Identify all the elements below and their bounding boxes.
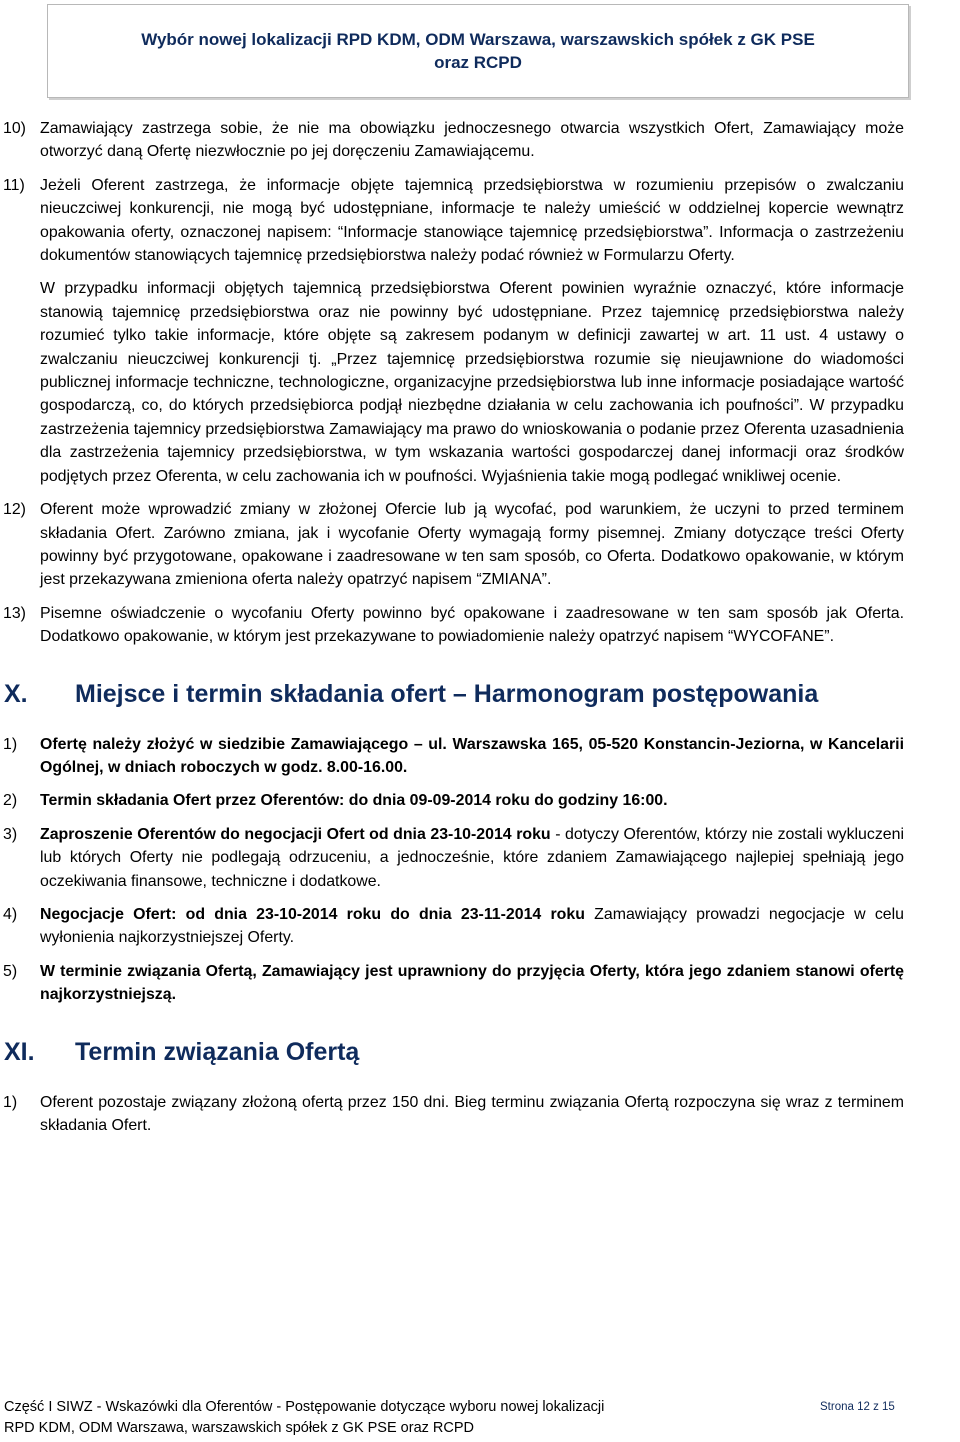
item-number: 12) (3, 501, 26, 519)
footer-line1: Część I SIWZ - Wskazówki dla Oferentów - Postępowanie dotyczące wyboru nowej lokalizacji (4, 1399, 605, 1415)
section-heading-xi (0, 1037, 904, 1067)
list-item (0, 174, 904, 268)
list-item (0, 498, 904, 592)
section-title: Termin związania Ofertą (75, 1037, 360, 1066)
item-bold-text: Negocjacje Ofert: od dnia 23-10-2014 roku do dnia 23-11-2014 roku (40, 905, 585, 923)
item-text: Oferent może wprowadzić zmiany w złożonej Ofercie lub ją wycofać, pod warunkiem, że uczyni to przed terminem składania Ofert. Zarówno zmiana, jak i wycofanie Oferty wymagają formy pisemnej. Zmiany dotyczące treści Oferty powinny być przygotowane, opakowane i zaadresowane w ten sam sposób, co Oferta. Dodatkowo opakowanie, w którym jest przekazywana zmieniona oferta należy opatrzyć napisem “ZMIANA”. (40, 501, 904, 589)
item-text: Jeżeli Oferent zastrzega, że informacje objęte tajemnicą przedsiębiorstwa w rozumieniu przepisów o zwalczaniu nieuczciwej konkurencji, nie mogą być udostępniane, informacje te należy umieścić w oddzielnej kopercie wewnątrz opakowania oferty, oznaczonej napisem: “Informacje stanowiące tajemnicę przedsiębiorstwa”. Informacja o zastrzeżeniu dokumentów stanowiących tajemnicę przedsiębiorstwa należy podać również w Formularzu Oferty. (40, 176, 904, 265)
list-item (0, 823, 904, 893)
item-number: 10) (3, 120, 26, 137)
item-number: 2) (3, 792, 18, 810)
paragraph-trade-secret: W przypadku informacji objętych tajemnicą przedsiębiorstwa Oferent powinien wyraźnie oznaczyć, które informacje stanowią tajemnicę przedsiębiorstwa oraz nie powinny być udostępniane. Przez tajemnicę przedsiębiorstwa należy rozumieć tylko takie informacje, które objęte są zakresem podanym w definicji zawartej w art. 11 ust. 4 ustawy o zwalczaniu nieuczciwej konkurencji tj. „Przez tajemnicę przedsiębiorstwa rozumie się nieujawnione do wiadomości publicznej informacje techniczne, technologiczne, organizacyjne przedsiębiorstwa lub inne informacje posiadające wartość gospodarczą, co, do których przedsiębiorca podjął niezbędne działania w celu zachowania ich poufności”. W przypadku zastrzeżenia tajemnicy przedsiębiorstwa Zamawiający ma prawo do wnioskowania o podanie przez Oferenta uzasadnienia dla zastrzeżenia tajemnicy przedsiębiorstwa, w tym wskazania wartości gospodarczej danej informacji oraz środków podjętych przez Oferenta, w celu zachowania ich w poufności. Wyjaśnienia takie mogą podlegać wnikliwej ocenie. (40, 280, 904, 485)
item-number: 11) (3, 176, 25, 194)
list-item (0, 117, 904, 164)
item-number: 1) (3, 735, 18, 753)
document-body (0, 117, 904, 1147)
item-text: Oferent pozostaje związany złożoną ofertą przez 150 dni. Bieg terminu związania Ofertą rozpoczyna się wraz z terminem składania Ofert. (40, 1093, 904, 1134)
page-number: Strona 12 z 15 (820, 1401, 895, 1413)
list-item (0, 1091, 904, 1138)
item-number: 3) (3, 825, 18, 843)
item-text: Pisemne oświadczenie o wycofaniu Oferty powinno być opakowane i zaadresowane w ten sam sposób jak Oferta. Dodatkowo opakowanie, w którym jest przekazywane to powiadomienie należy opatrzyć napisem “WYCOFANE”. (40, 604, 904, 646)
item-bold-text: Zaproszenie Oferentów do negocjacji Ofert od dnia 23-10-2014 roku (40, 825, 551, 843)
item-text (40, 823, 904, 893)
item-number: 5) (3, 962, 18, 980)
item-text (40, 733, 904, 780)
item-bold-text: W terminie związania Ofertą, Zamawiający jest uprawniony do przyjęcia Oferty, która jego zdaniem stanowi ofertę najkorzystniejszą. (40, 962, 904, 1004)
item-number: 13) (3, 604, 26, 622)
item-rest-text: - dotyczy Oferentów, którzy nie zostali wykluczeni lub których Oferty nie podlegają odrzuceniu, a jednocześnie, które zdaniem Zamawiającego najlepiej spełniają jego oczekiwania finansowe, techniczne i dodatkowe. (40, 825, 904, 890)
list-item (0, 789, 904, 812)
list-item (0, 602, 904, 649)
item-rest-text: Zamawiający prowadzi negocjacje w celu wyłonienia najkorzystniejszej Oferty. (40, 905, 904, 947)
item-text (40, 903, 904, 950)
list-item (0, 733, 904, 780)
item-bold-text: Termin składania Ofert przez Oferentów: do dnia 09-09-2014 roku do godziny 16:00. (40, 792, 668, 810)
item-text (40, 960, 904, 1007)
list-item (0, 960, 904, 1007)
section-title: Miejsce i termin składania ofert – Harmonogram postępowania (75, 679, 819, 708)
item-number: 4) (3, 905, 18, 923)
section-number: X. (4, 679, 28, 708)
section-heading-x (0, 679, 904, 709)
item-bold-text: Ofertę należy złożyć w siedzibie Zamawiającego – ul. Warszawska 165, 05-520 Konstancin-Jeziorna, w Kancelarii Ogólnej, w dniach roboczych w godz. 8.00-16.00. (40, 735, 904, 776)
page-footer (4, 1397, 954, 1439)
header-title-line2: oraz RCPD (434, 53, 522, 72)
item-text: Zamawiający zastrzega sobie, że nie ma obowiązku jednoczesnego otwarcia wszystkich Ofert, Zamawiający może otworzyć daną Ofertę niezwłocznie po jej doręczeniu Zamawiającemu. (40, 120, 904, 161)
item-text (40, 789, 904, 812)
item-number: 1) (3, 1093, 18, 1111)
document-header (47, 4, 909, 98)
header-title-line1: Wybór nowej lokalizacji RPD KDM, ODM Warszawa, warszawskich spółek z GK PSE (141, 30, 815, 49)
section-number: XI. (4, 1037, 35, 1066)
list-item (0, 903, 904, 950)
footer-line2: RPD KDM, ODM Warszawa, warszawskich spółek z GK PSE oraz RCPD (4, 1420, 475, 1436)
